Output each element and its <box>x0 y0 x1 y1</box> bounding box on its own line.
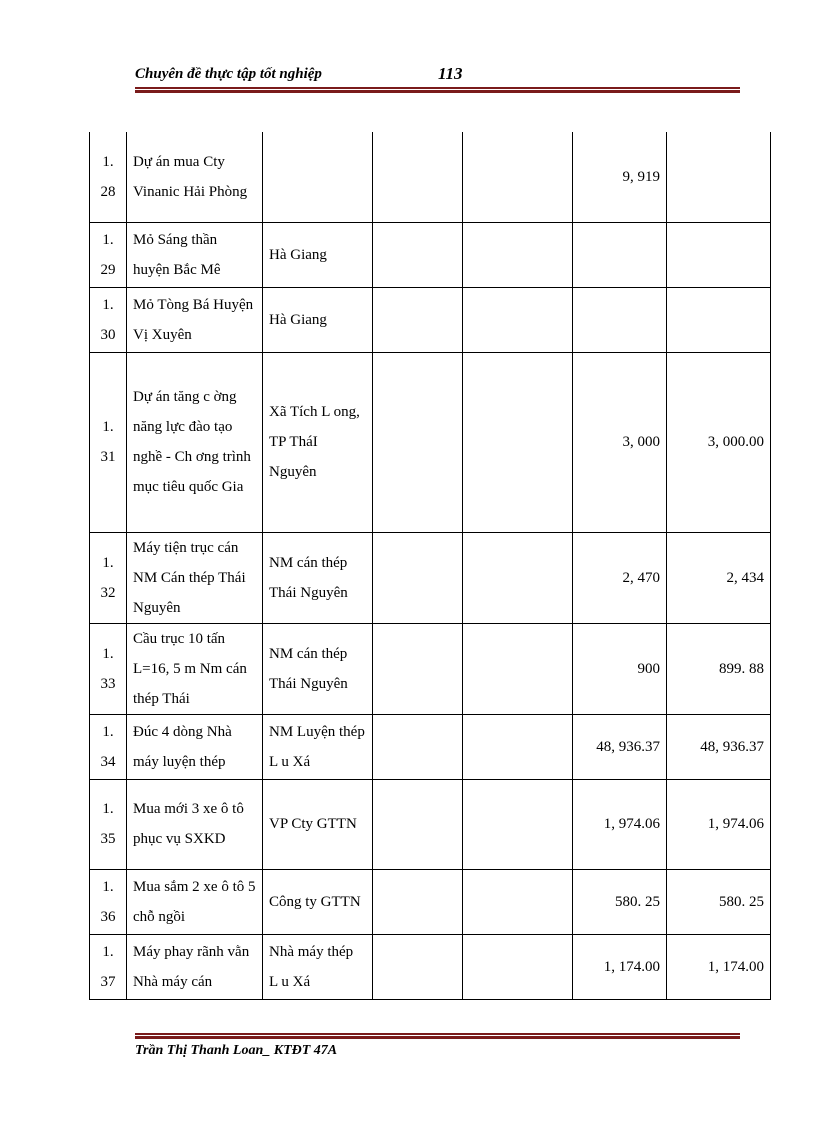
empty-cell <box>463 132 573 222</box>
header-title: Chuyên đề thực tập tốt nghiệp <box>135 66 322 82</box>
project-name-cell: Mỏ Tòng Bá Huyện Vị Xuyên <box>127 287 263 352</box>
location-cell: Xã Tích L ong, TP TháI Nguyên <box>263 352 373 532</box>
value1-cell: 580. 25 <box>573 869 667 934</box>
table-row <box>90 132 771 222</box>
project-name-cell: Cầu trục 10 tấn L=16, 5 m Nm cán thép Thái <box>127 623 263 714</box>
location-cell: VP Cty GTTN <box>263 779 373 869</box>
location-cell: NM cán thép Thái Nguyên <box>263 623 373 714</box>
row-index-top: 1. <box>102 723 114 740</box>
row-index-bottom: 37 <box>100 973 116 990</box>
value1-cell: 900 <box>573 623 667 714</box>
row-index-top: 1. <box>102 296 114 313</box>
empty-cell <box>373 287 463 352</box>
row-index-bottom: 34 <box>100 753 116 770</box>
row-index-top: 1. <box>102 554 114 571</box>
location-cell: Nhà máy thép L u Xá <box>263 934 373 999</box>
value1-cell <box>573 222 667 287</box>
row-index-cell <box>90 287 127 352</box>
project-table <box>89 132 771 1000</box>
value2-cell <box>667 287 771 352</box>
location-cell: Hà Giang <box>263 287 373 352</box>
project-name-cell: Mua mới 3 xe ô tô phục vụ SXKD <box>127 779 263 869</box>
empty-cell <box>373 934 463 999</box>
empty-cell <box>463 714 573 779</box>
value2-cell: 580. 25 <box>667 869 771 934</box>
value1-cell: 3, 000 <box>573 352 667 532</box>
project-name-cell: Đúc 4 dòng Nhà máy luyện thép <box>127 714 263 779</box>
value2-cell: 2, 434 <box>667 532 771 623</box>
row-index-cell <box>90 869 127 934</box>
row-index-cell <box>90 352 127 532</box>
row-index-cell <box>90 934 127 999</box>
value2-cell: 1, 974.06 <box>667 779 771 869</box>
location-cell: NM cán thép Thái Nguyên <box>263 532 373 623</box>
row-index-cell <box>90 779 127 869</box>
value2-cell <box>667 222 771 287</box>
empty-cell <box>373 532 463 623</box>
location-cell <box>263 132 373 222</box>
empty-cell <box>373 623 463 714</box>
footer-author: Trần Thị Thanh Loan_ KTĐT 47A <box>135 1043 338 1058</box>
value2-cell <box>667 132 771 222</box>
row-index-bottom: 36 <box>100 908 116 925</box>
project-name-cell: Dự án tăng c ờng năng lực đào tạo nghề - Ch ơng trình mục tiêu quốc Gia <box>127 352 263 532</box>
empty-cell <box>463 352 573 532</box>
location-cell: NM Luyện thép L u Xá <box>263 714 373 779</box>
table-row <box>90 714 771 779</box>
empty-cell <box>463 779 573 869</box>
value1-cell: 9, 919 <box>573 132 667 222</box>
location-cell: Hà Giang <box>263 222 373 287</box>
empty-cell <box>373 779 463 869</box>
empty-cell <box>463 623 573 714</box>
project-name-cell: Máy phay rãnh vằn Nhà máy cán <box>127 934 263 999</box>
row-index-bottom: 30 <box>100 326 116 343</box>
empty-cell <box>463 869 573 934</box>
project-name-cell: Máy tiện trục cán NM Cán thép Thái Nguyên <box>127 532 263 623</box>
value1-cell: 48, 936.37 <box>573 714 667 779</box>
row-index-top: 1. <box>102 801 114 817</box>
value2-cell: 899. 88 <box>667 623 771 714</box>
table-row <box>90 779 771 869</box>
table-row <box>90 532 771 623</box>
table-row <box>90 623 771 714</box>
row-index-cell <box>90 714 127 779</box>
row-index-cell <box>90 222 127 287</box>
row-index-bottom: 29 <box>100 261 116 278</box>
row-index-top: 1. <box>102 943 114 960</box>
empty-cell <box>373 222 463 287</box>
project-name-cell: Mua sắm 2 xe ô tô 5 chỗ ngồi <box>127 869 263 934</box>
empty-cell <box>373 352 463 532</box>
row-index-cell <box>90 132 127 222</box>
header-rule <box>135 87 740 93</box>
project-name-cell: Mỏ Sáng thần huyện Bắc Mê <box>127 222 263 287</box>
value2-cell: 3, 000.00 <box>667 352 771 532</box>
row-index-top: 1. <box>102 231 114 248</box>
empty-cell <box>373 132 463 222</box>
value1-cell: 1, 974.06 <box>573 779 667 869</box>
table-row <box>90 352 771 532</box>
value2-cell: 1, 174.00 <box>667 934 771 999</box>
value1-cell: 1, 174.00 <box>573 934 667 999</box>
row-index-top: 1. <box>102 878 114 895</box>
table-row <box>90 222 771 287</box>
row-index-bottom: 32 <box>100 584 116 601</box>
row-index-bottom: 35 <box>100 831 116 847</box>
table-row <box>90 934 771 999</box>
value2-cell: 48, 936.37 <box>667 714 771 779</box>
value1-cell: 2, 470 <box>573 532 667 623</box>
empty-cell <box>463 222 573 287</box>
value1-cell <box>573 287 667 352</box>
table-row <box>90 287 771 352</box>
row-index-top: 1. <box>102 419 114 435</box>
empty-cell <box>463 532 573 623</box>
row-index-bottom: 28 <box>100 183 116 200</box>
empty-cell <box>463 287 573 352</box>
page-number: 113 <box>438 64 463 83</box>
footer-rule <box>135 1033 740 1039</box>
location-cell: Công ty GTTN <box>263 869 373 934</box>
row-index-cell <box>90 532 127 623</box>
table-row <box>90 869 771 934</box>
row-index-bottom: 31 <box>100 449 116 465</box>
project-name-cell: Dự án mua Cty Vinanic Hải Phòng <box>127 132 263 222</box>
row-index-top: 1. <box>102 645 114 662</box>
empty-cell <box>373 714 463 779</box>
row-index-bottom: 33 <box>100 675 116 692</box>
row-index-cell <box>90 623 127 714</box>
row-index-top: 1. <box>102 153 114 170</box>
empty-cell <box>373 869 463 934</box>
empty-cell <box>463 934 573 999</box>
